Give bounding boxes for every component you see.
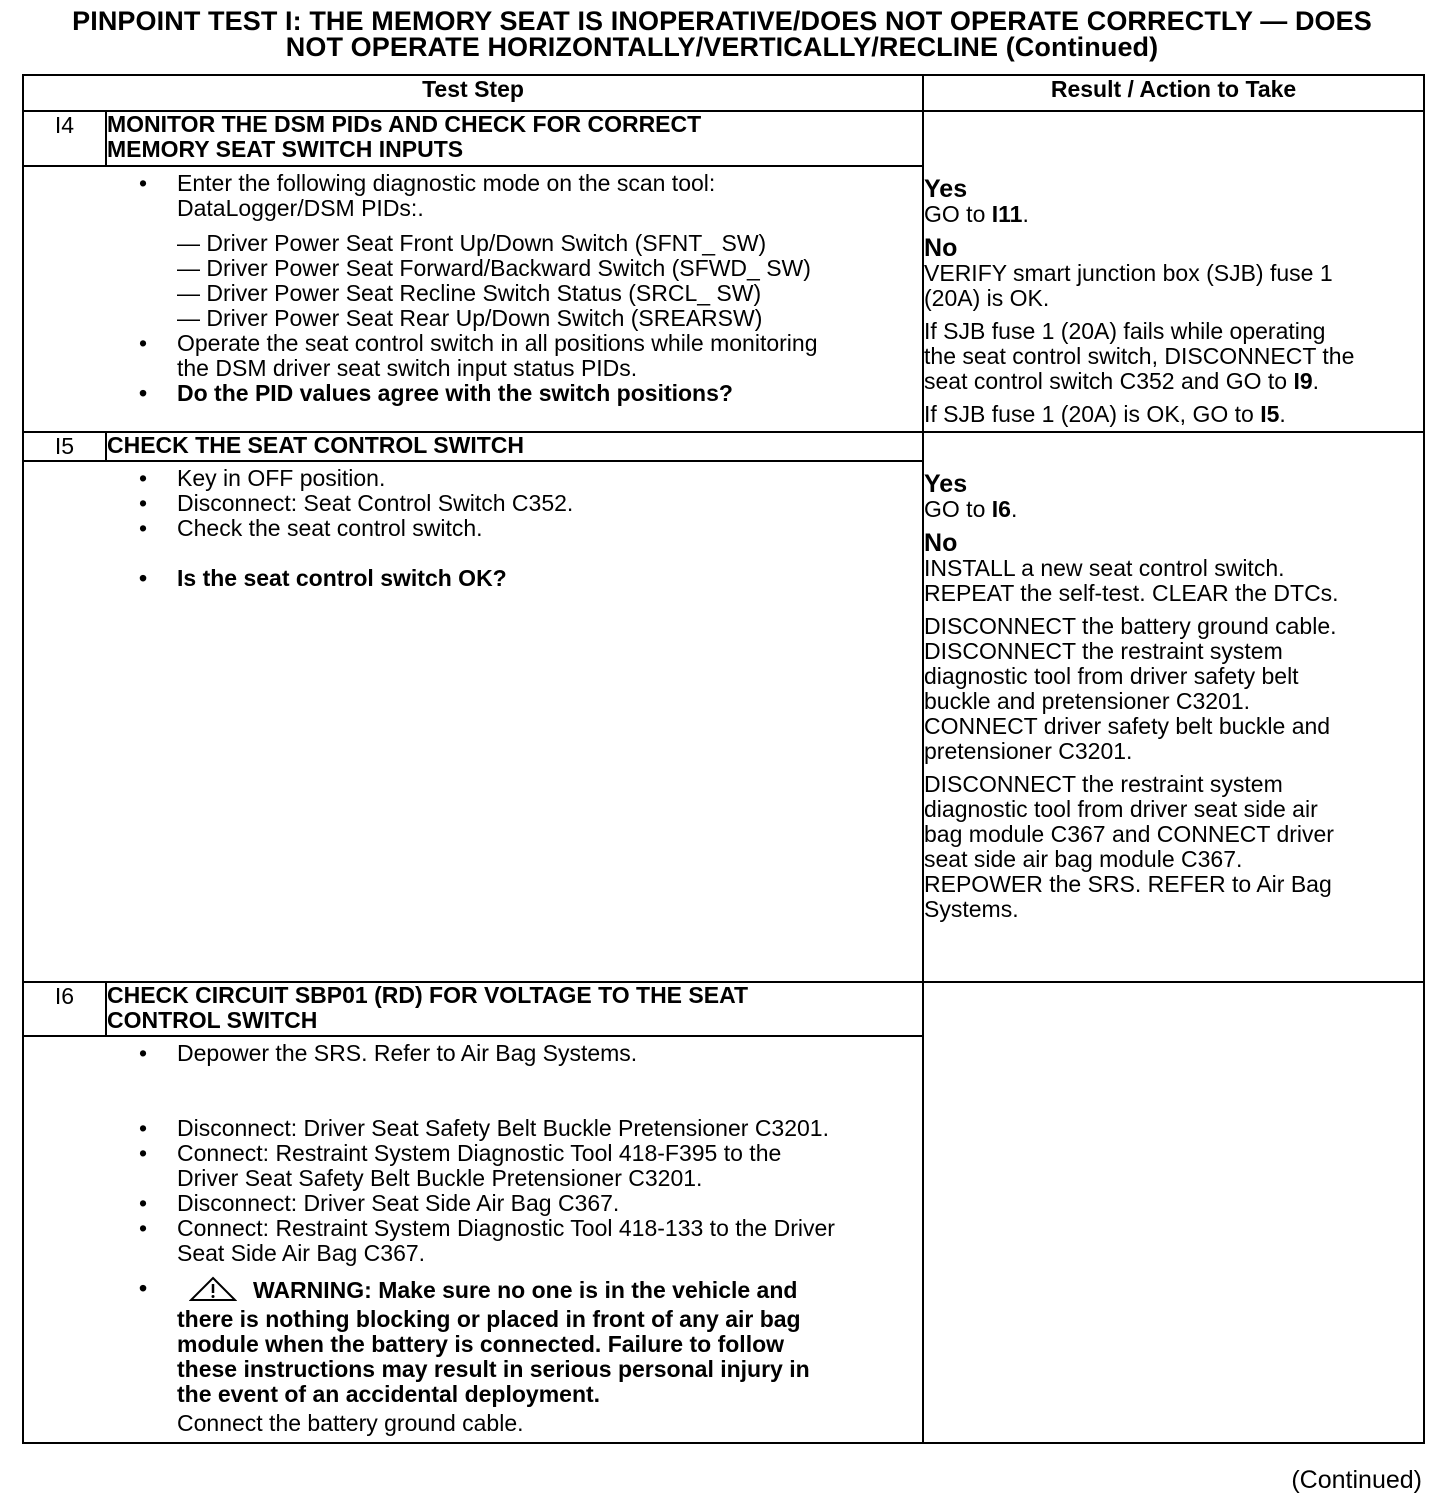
spacer [139,541,892,566]
step-heading [106,982,923,1036]
step-id: I6 [23,982,106,1036]
step-item: • Disconnect: Seat Control Switch C352. [139,491,892,516]
step-id-spacer [23,166,106,432]
warning-item: • WARNING: Make sure no one is in the vehicle and there is nothing blocking or placed in front of any air bag module when the battery is connected. Failure to follow these instructions may result in serious personal injury in the event of an accidental deployment. [139,1276,892,1407]
result-line: seat side air bag module C367. [924,846,1243,872]
result-no-label: No [924,234,958,262]
step-item: • Depower the SRS. Refer to Air Bag Systems. [139,1041,892,1066]
pinpoint-test-table [22,74,1425,1444]
step-heading-line: MEMORY SEAT SWITCH INPUTS [107,136,464,162]
step-id: I5 [23,432,106,461]
step-subitem: — Driver Power Seat Rear Up/Down Switch (SREARSW) [177,304,763,331]
step-body [106,166,923,432]
result-line: seat control switch C352 and GO to I9. [924,368,1320,394]
result-no-line: VERIFY smart junction box (SJB) fuse 1 [924,260,1333,286]
result-line: DISCONNECT the restraint system [924,771,1283,797]
step-item: • Check the seat control switch. [139,516,892,541]
result-line: CONNECT driver safety belt buckle and [924,713,1331,739]
step-item: • Enter the following diagnostic mode on the scan tool: DataLogger/DSM PIDs:. [139,171,892,221]
step-body [106,461,923,982]
step-question: • Is the seat control switch OK? [139,566,892,591]
step-final-item: Connect the battery ground cable. [177,1410,524,1436]
table-header-row [23,75,1424,111]
result-line: diagnostic tool from driver seat side air [924,796,1318,822]
step-i4-result [923,111,1424,432]
step-id: I4 [23,111,106,166]
step-heading [106,432,923,461]
step-i5-heading-row [23,432,1424,461]
step-subitem: — Driver Power Seat Front Up/Down Switch (SFNT_ SW) [177,229,767,256]
result-yes-label: Yes [924,470,968,498]
step-item: • Disconnect: Driver Seat Safety Belt Buckle Pretensioner C3201. [139,1116,892,1141]
page-title [22,8,1422,60]
step-item: • Connect: Restraint System Diagnostic Tool 418-F395 to the Driver Seat Safety Belt Buckle Pretensioner C3201. [139,1141,892,1191]
step-i6-result [923,982,1424,1443]
result-line: buckle and pretensioner C3201. [924,688,1251,714]
spacer [139,1066,892,1116]
step-heading-line: CONTROL SWITCH [107,1007,318,1033]
continued-label: (Continued) [1291,1466,1422,1494]
result-line: Systems. [924,896,1019,922]
step-heading [106,111,923,166]
result-no-line: (20A) is OK. [924,285,1050,311]
result-yes-action: GO to I11. [924,201,1029,227]
spacer [139,1266,892,1276]
step-body [106,1036,923,1443]
step-id-spacer [23,461,106,982]
result-line: the seat control switch, DISCONNECT the [924,343,1355,369]
step-id-spacer [23,1036,106,1443]
result-line: If SJB fuse 1 (20A) is OK, GO to I5. [924,401,1286,427]
result-line: REPOWER the SRS. REFER to Air Bag [924,871,1332,897]
result-line: DISCONNECT the battery ground cable. [924,613,1337,639]
warning-triangle-icon [189,1276,237,1307]
result-line: bag module C367 and CONNECT driver [924,821,1334,847]
step-item: • Disconnect: Driver Seat Side Air Bag C367. [139,1191,892,1216]
result-line: diagnostic tool from driver safety belt [924,663,1299,689]
result-no-label: No [924,529,958,557]
step-subitem: — Driver Power Seat Forward/Backward Switch (SFWD_ SW) [177,254,811,281]
step-i5-result [923,432,1424,982]
step-item: • Operate the seat control switch in all positions while monitoring the DSM driver seat switch input status PIDs. [139,331,892,381]
step-heading-line: MONITOR THE DSM PIDs AND CHECK FOR CORRECT [107,111,702,137]
step-item: • Connect: Restraint System Diagnostic Tool 418-133 to the Driver Seat Side Air Bag C367. [139,1216,892,1266]
result-line: If SJB fuse 1 (20A) fails while operating [924,318,1326,344]
step-subitem: — Driver Power Seat Recline Switch Status (SRCL_ SW) [177,279,762,306]
step-i4-heading-row [23,111,1424,166]
step-item: • Key in OFF position. [139,466,892,491]
title-line-2: NOT OPERATE HORIZONTALLY/VERTICALLY/RECLINE (Continued) [285,32,1159,62]
step-question: • Do the PID values agree with the switch positions? [139,381,892,406]
header-result: Result / Action to Take [923,75,1424,111]
result-no-line: INSTALL a new seat control switch. [924,555,1285,581]
result-line: pretensioner C3201. [924,738,1133,764]
step-heading-line: CHECK CIRCUIT SBP01 (RD) FOR VOLTAGE TO THE SEAT [107,982,749,1008]
header-test-step: Test Step [23,75,923,111]
result-no-line: REPEAT the self-test. CLEAR the DTCs. [924,580,1339,606]
title-line-1: PINPOINT TEST I: THE MEMORY SEAT IS INOPERATIVE/DOES NOT OPERATE CORRECTLY — DOES [72,6,1372,36]
result-line: DISCONNECT the restraint system [924,638,1283,664]
step-heading-line: CHECK THE SEAT CONTROL SWITCH [107,432,524,458]
result-yes-label: Yes [924,175,968,203]
result-yes-action: GO to I6. [924,496,1018,522]
step-i6-heading-row [23,982,1424,1036]
